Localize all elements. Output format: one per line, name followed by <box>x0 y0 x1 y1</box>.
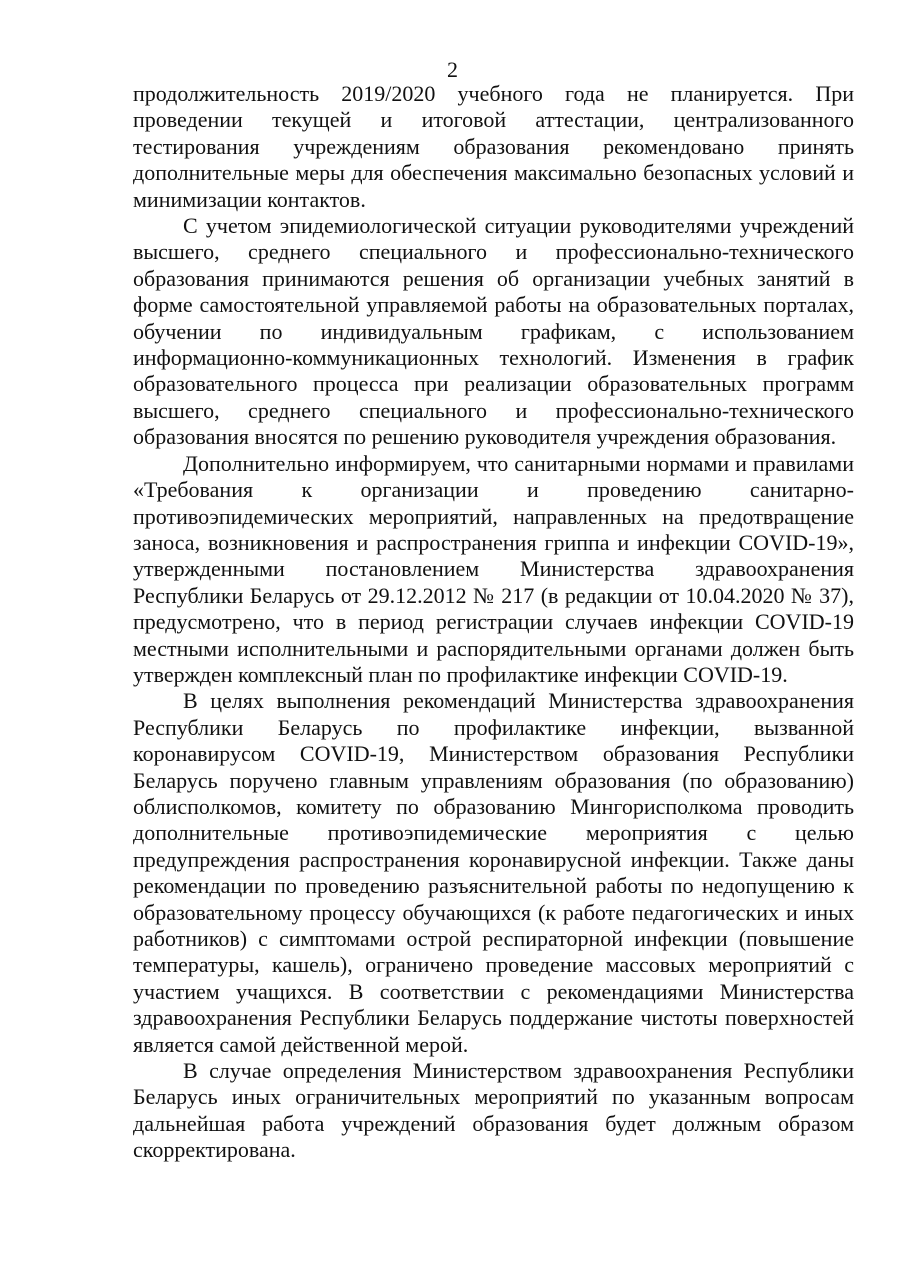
document-body <box>133 81 854 1164</box>
paragraph-sanitary-norms: Дополнительно информируем, что санитарными нормами и правилами «Требования к организации и проведению санитарно-противоэпидемических мероприятий, направленных на предотвращение заноса, возникновения и распространения гриппа и инфекции COVID-19», утвержденными постановлением Министерства здравоохранения Республики Беларусь от 29.12.2012 № 217 (в редакции от 10.04.2020 № 37), предусмотрено, что в период регистрации случаев инфекции COVID-19 местными исполнительными и распорядительными органами должен быть утвержден комплексный план по профилактике инфекции COVID-19. <box>133 450 854 687</box>
paragraph-continuation: продолжительность 2019/2020 учебного года не планируется. При проведении текущей и итоговой аттестации, централизованного тестирования учреждениям образования рекомендовано принять дополнительные меры для обеспечения максимально безопасных условий и минимизации контактов. <box>133 81 854 212</box>
paragraph-ministry-recommendations: В целях выполнения рекомендаций Министерства здравоохранения Республики Беларусь по профилактике инфекции, вызванной коронавирусом COVID-19, Министерством образования Республики Беларусь поручено главным управлениям образования (по образованию) облисполкомов, комитету по образованию Мингорисполкома проводить дополнительные противоэпидемические мероприятия с целью предупреждения распространения коронавирусной инфекции. Также даны рекомендации по проведению разъяснительной работы по недопущению к образовательному процессу обучающихся (к работе педагогических и иных работников) с симптомами острой респираторной инфекции (повышение температуры, кашель), ограничено проведение массовых мероприятий с участием учащихся. В соответствии с рекомендациями Министерства здравоохранения Республики Беларусь поддержание чистоты поверхностей является самой действенной мерой. <box>133 688 854 1057</box>
paragraph-further-measures: В случае определения Министерством здравоохранения Республики Беларусь иных ограничительных мероприятий по указанным вопросам дальнейшая работа учреждений образования будет должным образом скорректирована. <box>133 1058 854 1163</box>
paragraph-education-institutions: С учетом эпидемиологической ситуации руководителями учреждений высшего, среднего специального и профессионально-технического образования принимаются решения об организации учебных занятий в форме самостоятельной управляемой работы на образовательных порталах, обучении по индивидуальным графикам, с использованием информационно-коммуникационных технологий. Изменения в график образовательного процесса при реализации образовательных программ высшего, среднего специального и профессионально-технического образования вносятся по решению руководителя учреждения образования. <box>133 213 854 450</box>
page-number: 2 <box>447 57 458 82</box>
